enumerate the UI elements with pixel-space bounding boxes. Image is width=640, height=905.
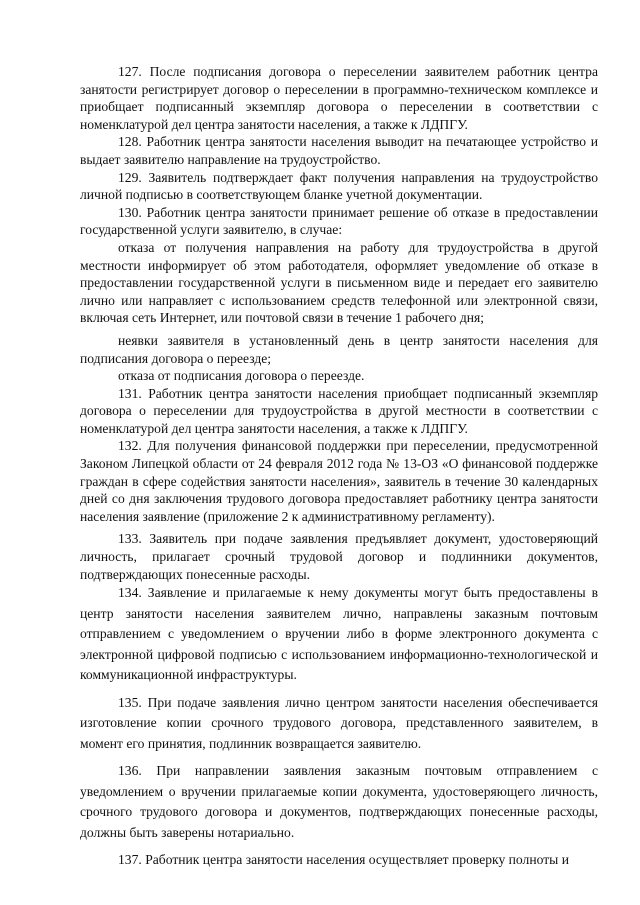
paragraph-131: 131. Работник центра занятости населения приобщает подписанный экземпляр договора о переселении для трудоустройства в другой местности в соответствии с номенклатурой дел центра занятости населения, а также к ЛДПГУ. <box>80 385 598 436</box>
paragraph-136: 136. При направлении заявления заказным почтовым отправлением с уведомлением о вручении прилагаемые копии документа, удостоверяющего личность, срочного трудового договора и документов, подтверждающих понесенные расходы, должны быть заверены нотариально. <box>80 763 598 840</box>
paragraph-128: 128. Работник центра занятости населения выводит на печатающее устройство и выдает заявителю направление на трудоустройство. <box>80 134 598 167</box>
paragraph-129: 129. Заявитель подтверждает факт получения направления на трудоустройство личной подписью в соответствующем бланке учетной документации. <box>80 169 598 203</box>
paragraph-130-case-refusal: отказа от получения направления на работу для трудоустройства в другой местности информирует об этом работодателя, оформляет уведомление об отказе в предоставлении государственной услуги в письменном виде и передает его заявителю лично или направляет с использованием средств телефонной или электронной связи, включая сеть Интернет, или почтовой связи в течение 1 рабочего дня; <box>80 239 598 326</box>
paragraph-130: 130. Работник центра занятости принимает решение об отказе в предоставлении государственной услуги заявителю, в случае: <box>80 204 598 238</box>
paragraph-135: 135. При подаче заявления лично центром занятости населения обеспечивается изготовление копии срочного трудового договора, представленного заявителем, в момент его принятия, подлинник возвращается заявителю. <box>80 694 598 751</box>
paragraph-133: 133. Заявитель при подаче заявления предъявляет документ, удостоверяющий личность, прилагает срочный трудовой договор и подлинники документов, подтверждающих понесенные расходы. <box>80 531 598 582</box>
paragraph-132: 132. Для получения финансовой поддержки при переселении, предусмотренной Законом Липецкой области от 24 февраля 2012 года № 13-ОЗ «О финансовой поддержке граждан в сфере содействия занятости населения», заявитель в течение 30 календарных дней со дня заключения трудового договора предоставляет работнику центра занятости населения заявление (приложение 2 к административному регламенту). <box>80 438 598 524</box>
paragraph-130-case-no-show: неявки заявителя в установленный день в центр занятости населения для подписания договора о переезде; <box>80 332 598 366</box>
paragraph-127: 127. После подписания договора о переселении заявителем работник центра занятости регистрирует договор о переселении в программно-техническом комплексе и приобщает подписанный экземпляр договора о переселении в соответствии с номенклатурой дел центра занятости населения, а также к ЛДПГУ. <box>80 64 598 132</box>
paragraph-130-case-no-signature: отказа от подписания договора о переезде. <box>118 368 365 384</box>
paragraph-134: 134. Заявление и прилагаемые к нему документы могут быть предоставлены в центр занятости населения заявителем лично, направлены заказным почтовым отправлением с уведомлением о вручении либо в форме электронного документа с электронной цифровой подписью с использованием информационно-технологической и коммуникационной инфраструктуры. <box>80 585 598 683</box>
paragraph-137: 137. Работник центра занятости населения осуществляет проверку полноты и <box>118 852 569 868</box>
